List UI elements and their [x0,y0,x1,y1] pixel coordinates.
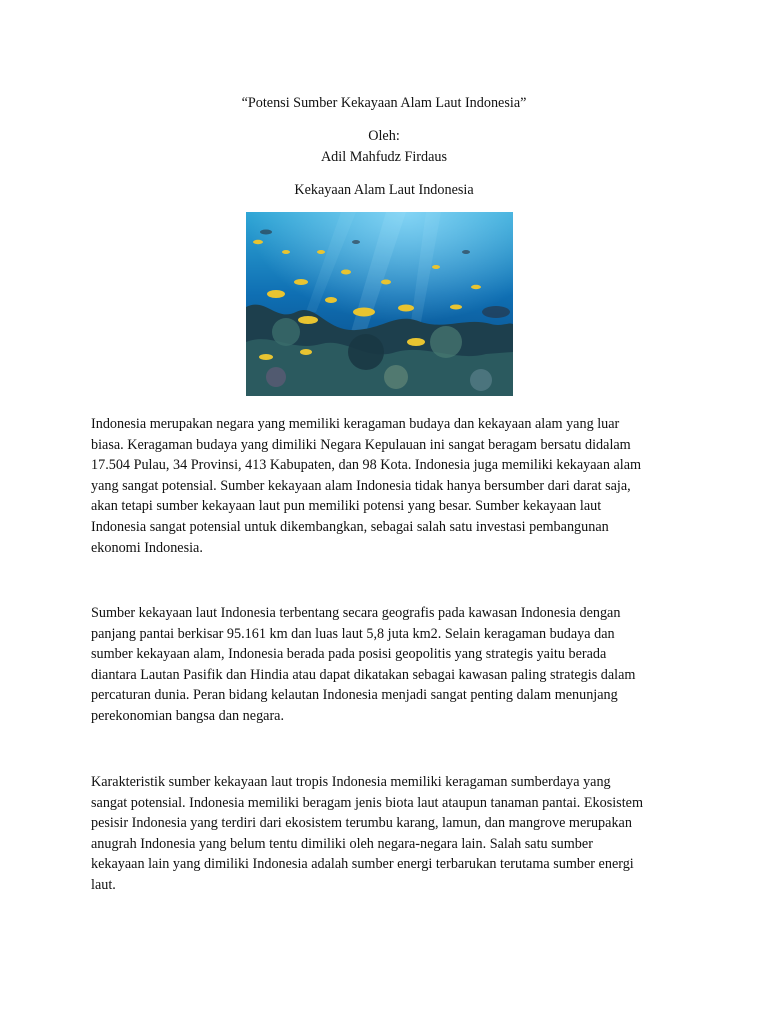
paragraph-line: diantara Lautan Pasifik dan Hindia atau dapat dikatakan sebagai kawasan paling strategis dalam [91,666,636,683]
paragraph-line: sangat potensial. Indonesia memiliki beragam jenis biota laut ataupun tanaman pantai. Ekosistem [91,794,643,811]
paragraph-3 [91,772,681,896]
section-heading: Kekayaan Alam Laut Indonesia [294,182,474,198]
paragraph-line: percaturan dunia. Peran bidang kelautan Indonesia menjadi sangat penting dalam menunjang [91,687,618,704]
paragraph-line: kekayaan lain yang dimiliki Indonesia adalah sumber energi terbarukan terutama sumber energi [91,856,634,873]
paragraph-line: pesisir Indonesia yang terdiri dari ekosistem terumbu karang, lamun, dan mangrove merupakan [91,815,632,832]
paragraph-line: perekonomian bangsa dan negara. [91,707,285,724]
paragraph-line: laut. [91,876,116,893]
paragraph-2 [91,603,681,727]
paragraph-line: panjang pantai berkisar 95.161 km dan luas laut 5,8 juta km2. Selain keragaman budaya dan [91,625,615,642]
author-label: Oleh: [368,128,400,144]
paragraph-line: ekonomi Indonesia. [91,539,203,556]
paragraph-line: sumber kekayaan alam, Indonesia berada pada posisi geopolitis yang strategis yaitu berada [91,646,607,663]
paragraph-line: 17.504 Pulau, 34 Provinsi, 413 Kabupaten, dan 98 Kota. Indonesia juga memiliki kekayaan alam [91,457,642,474]
paragraph-line: Indonesia merupakan negara yang memiliki keragaman budaya dan kekayaan alam yang luar [91,416,620,432]
coral-reef-photo [246,212,513,396]
document-title: “Potensi Sumber Kekayaan Alam Laut Indonesia” [241,95,527,111]
paragraph-line: anugrah Indonesia yang belum tentu dimiliki oleh negara-negara lain. Salah satu sumber [91,835,593,852]
paragraph-line: yang sangat potensial. Sumber kekayaan alam Indonesia tidak hanya bersumber dari darat saja, [91,477,631,494]
paragraph-line: Sumber kekayaan laut Indonesia terbentang secara geografis pada kawasan Indonesia dengan [91,605,621,621]
paragraph-line: akan tetapi sumber kekayaan laut pun memiliki potensi yang besar. Sumber kekayaan laut [91,498,602,515]
paragraph-line: biasa. Keragaman budaya yang dimiliki Negara Kepulauan ini sangat beragam bersatu didalam [91,436,631,453]
author-name: Adil Mahfudz Firdaus [320,149,448,165]
paragraph-line: Karakteristik sumber kekayaan laut tropis Indonesia memiliki keragaman sumberdaya yang [91,774,611,790]
paragraph-line: Indonesia sangat potensial untuk dikembangkan, sebagai salah satu investasi pembangunan [91,518,609,535]
paragraph-1 [91,414,681,558]
